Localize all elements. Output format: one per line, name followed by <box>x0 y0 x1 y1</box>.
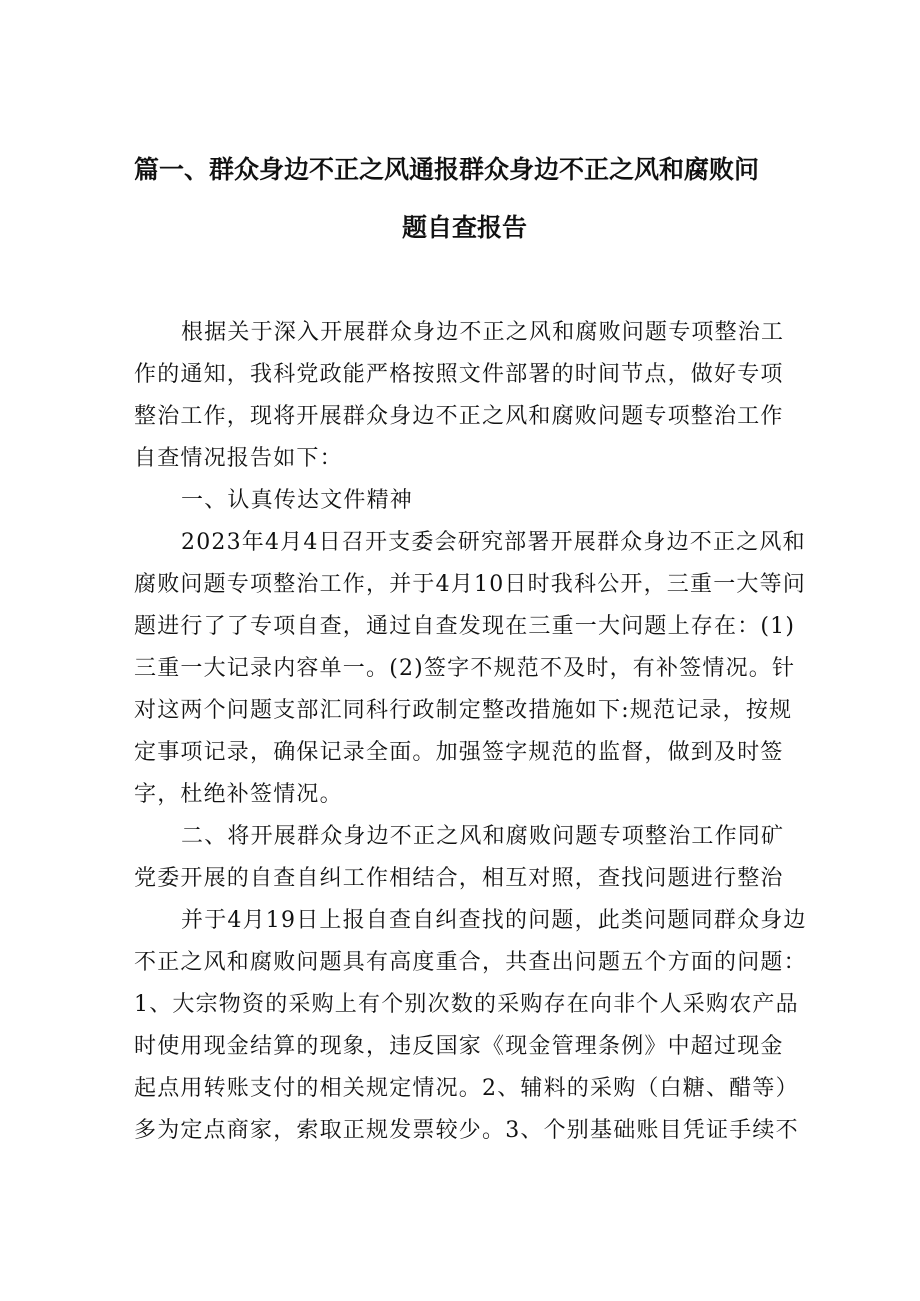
text-line: 作的通知，我科党政能严格按照文件部署的时间节点，做好专项 <box>134 362 784 387</box>
intro-paragraph <box>134 312 788 480</box>
text-line: 1、大宗物资的采购上有个别次数的采购存在向非个人采购农产品 <box>134 992 799 1017</box>
text-line: 不正之风和腐败问题具有高度重合，共查出问题五个方面的问题： <box>134 950 807 975</box>
text-line: 字，杜绝补签情况。 <box>134 782 343 807</box>
text-line: 时使用现金结算的现象，违反国家《现金管理条例》中超过现金 <box>134 1034 784 1059</box>
text-line: 根据关于深入开展群众身边不正之风和腐败问题专项整治工 <box>181 320 785 345</box>
text-line: 整治工作，现将开展群众身边不正之风和腐败问题专项整治工作 <box>134 404 784 429</box>
section-1-heading <box>134 480 788 522</box>
text-line: 自查情况报告如下： <box>134 446 343 471</box>
text-line: 并于4月19日上报自查自纠查找的问题，此类问题同群众身边 <box>181 908 807 933</box>
document-title-line-2: 题自查报告 <box>402 213 528 242</box>
section-2-heading <box>134 816 788 900</box>
text-line: 起点用转账支付的相关规定情况。2、辅料的采购（白糖、醋等） <box>134 1076 799 1101</box>
text-line: 三重一大记录内容单一。(2)签字不规范不及时，有补签情况。针 <box>134 656 796 681</box>
text-line: 腐败问题专项整治工作，并于4月10日时我科公开，三重一大等问 <box>134 572 806 597</box>
text-line: 题进行了了专项自查，通过自查发现在三重一大问题上存在：(1) <box>134 614 796 639</box>
section-heading-text: 二、将开展群众身边不正之风和腐败问题专项整治工作同矿 <box>181 824 785 849</box>
section-1-paragraph <box>134 522 806 816</box>
text-line: 定事项记录，确保记录全面。加强签字规范的监督，做到及时签 <box>134 740 784 765</box>
text-line: 2023年4月4日召开支委会研究部署开展群众身边不正之风和 <box>181 530 806 555</box>
text-line: 多为定点商家，索取正规发票较少。3、个别基础账目凭证手续不 <box>134 1118 799 1143</box>
section-2-paragraph <box>134 900 807 1152</box>
text-line: 对这两个问题支部汇同科行政制定整改措施如下:规范记录，按规 <box>134 698 793 723</box>
document-title-line-1: 篇一、群众身边不正之风通报群众身边不正之风和腐败问 <box>134 155 760 184</box>
section-heading-text: 党委开展的自查自纠工作相结合，相互对照，查找问题进行整治 <box>134 866 784 891</box>
section-heading-text: 一、认真传达文件精神 <box>181 488 414 513</box>
